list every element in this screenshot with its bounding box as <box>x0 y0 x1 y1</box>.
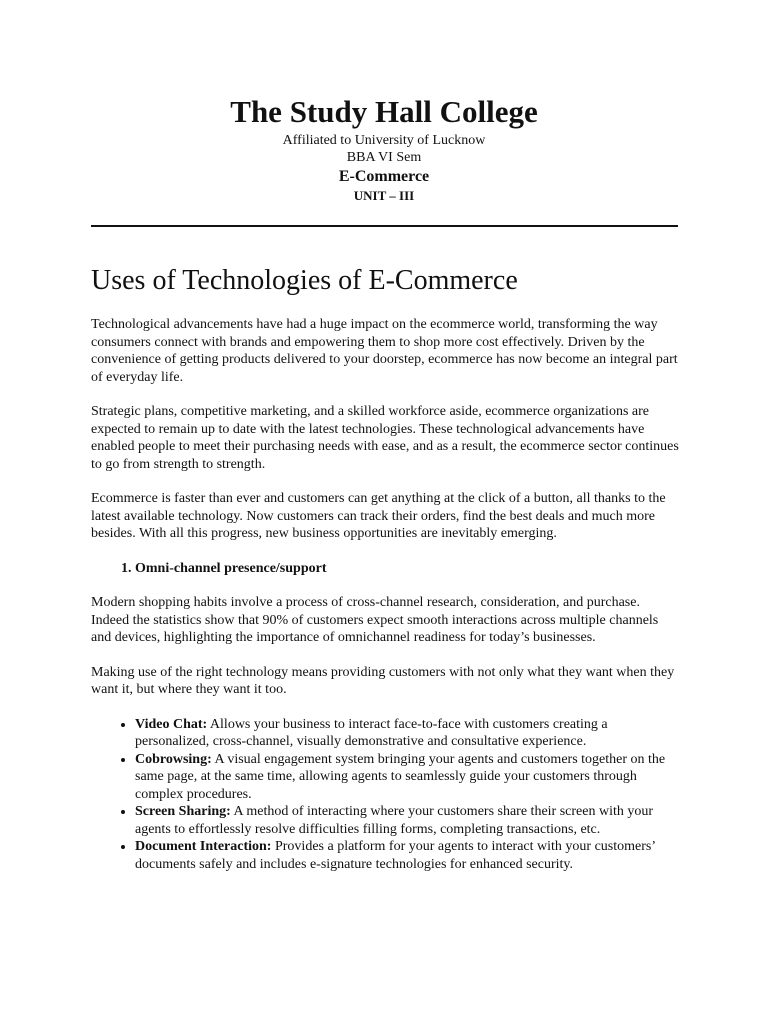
college-name: The Study Hall College <box>230 94 538 129</box>
header-divider <box>91 225 678 227</box>
numbered-list <box>91 560 681 578</box>
list-item-document-interaction <box>135 838 681 873</box>
subject-title: E-Commerce <box>338 168 430 185</box>
page-title: Uses of Technologies of E-Commerce <box>91 265 518 296</box>
bullet-term: Screen Sharing: <box>135 804 231 819</box>
bullet-text: A method of interacting where your customers share their screen with your agents to effortlessly resolve difficulties filling forms, completing transactions, etc. <box>135 804 654 837</box>
paragraph: Technological advancements have had a huge impact on the ecommerce world, transforming the way consumers connect with brands and empowering them to shop more cost effectively. Driven by the convenience of getting products delivered to your doorstep, ecommerce has now become an integral part of everyday life. <box>91 317 678 385</box>
list-item-cobrowsing <box>135 751 681 804</box>
bullet-term: Document Interaction: <box>135 839 272 854</box>
document-body <box>91 262 681 873</box>
bullet-term: Cobrowsing: <box>135 751 212 767</box>
bullet-text: Allows your business to interact face-to-face with customers creating a personalized, cross-channel, visually demonstrative and consultative experience. <box>135 716 608 749</box>
semester-line: BBA VI Sem <box>346 150 422 165</box>
bullet-list <box>91 716 681 874</box>
paragraph: Strategic plans, competitive marketing, and a skilled workforce aside, ecommerce organizations are expected to remain up to date with the latest technologies. These technological advancements have enabled people to meet their purchasing needs with ease, and as a result, the ecommerce sector continues to go from strength to strength. <box>91 404 679 472</box>
list-item-video-chat <box>135 716 681 751</box>
bullet-term: Video Chat: <box>135 716 208 732</box>
affiliation-line: Affiliated to University of Lucknow <box>282 133 486 148</box>
paragraph: Modern shopping habits involve a process of cross-channel research, consideration, and purchase. Indeed the statistics show that 90% of customers expect smooth interactions across multiple channels and devices, highlighting the importance of omnichannel readiness for today’s businesses. <box>91 595 659 645</box>
bullet-text: A visual engagement system bringing your agents and customers together on the same page, at the same time, allowing agents to seamlessly guide your customers through complex procedures. <box>135 751 666 802</box>
unit-label: UNIT – III <box>353 188 415 203</box>
list-item-screen-sharing <box>135 803 681 838</box>
paragraph: Ecommerce is faster than ever and customers can get anything at the click of a button, all thanks to the latest available technology. Now customers can track their orders, find the best deals and much more besides. With all this progress, new business opportunities are inevitably emerging. <box>91 491 666 541</box>
document-header <box>0 92 768 205</box>
bullet-text: Provides a platform for your agents to interact with your customers’ documents safely and includes e-signature technologies for enhanced security. <box>135 839 655 872</box>
section-heading-omni-channel: 1. Omni-channel presence/support <box>135 560 681 578</box>
paragraph: Making use of the right technology means providing customers with not only what they want when they want it, but where they want it too. <box>91 664 675 697</box>
